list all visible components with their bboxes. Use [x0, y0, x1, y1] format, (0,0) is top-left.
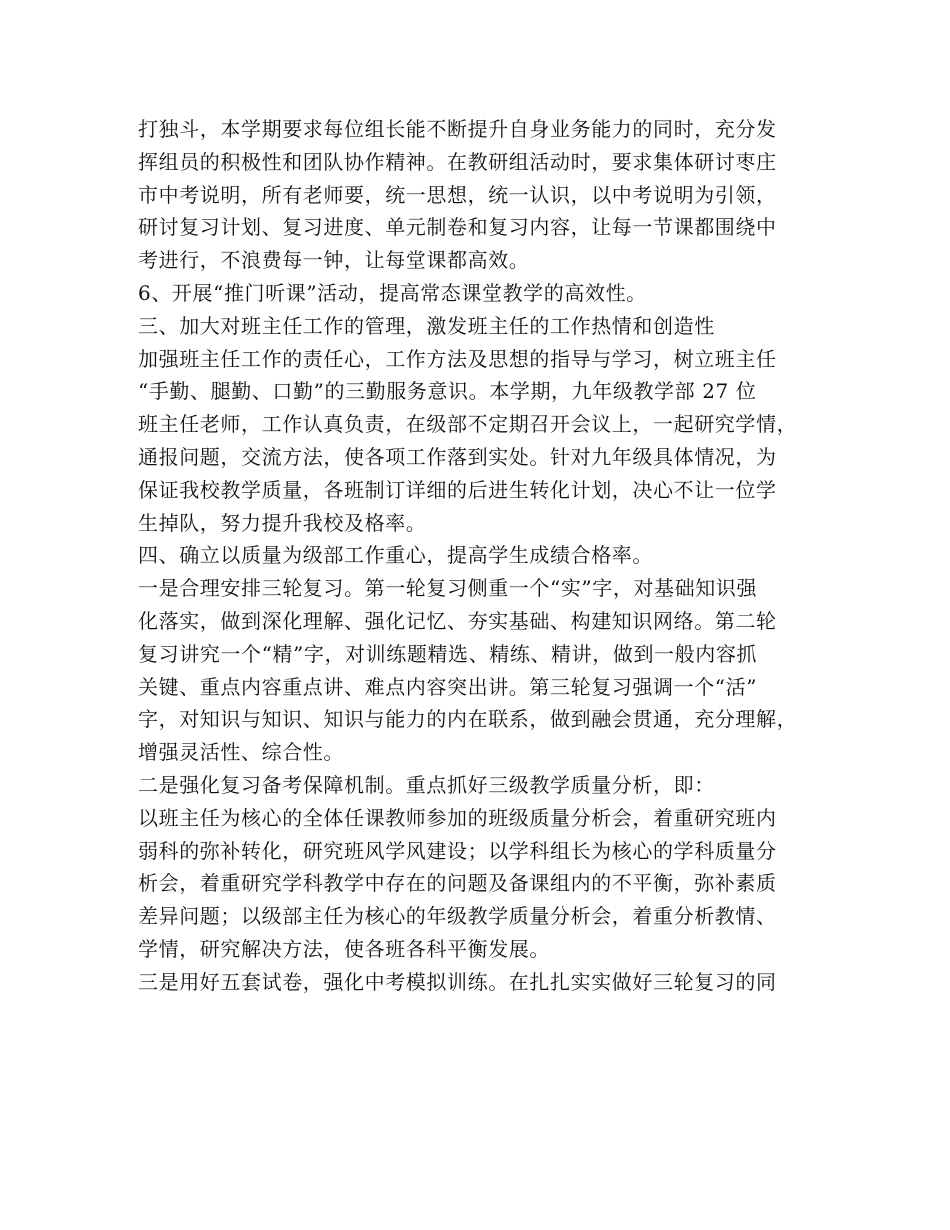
text-line: 关键、重点内容重点讲、难点内容突出讲。第三轮复习强调一个“活”	[138, 674, 758, 699]
text-line: 学情，研究解决方法，使各班各科平衡发展。	[138, 936, 550, 961]
text-line: 挥组员的积极性和团队协作精神。在教研组活动时，要求集体研讨枣庄	[138, 149, 777, 174]
text-line: 考进行，不浪费每一钟，让每堂课都高效。	[138, 248, 530, 273]
text-line: 班主任老师，工作认真负责，在级部不定期召开会议上，一起研究学情，	[138, 412, 798, 437]
text-line: 增强灵活性、综合性。	[138, 740, 344, 765]
text-line: 析会，着重研究学科教学中存在的问题及备课组内的不平衡，弥补素质	[138, 871, 777, 896]
text-line: 通报问题，交流方法，使各项工作落到实处。针对九年级具体情况，为	[138, 444, 777, 469]
text-line: 市中考说明，所有老师要，统一思想，统一认识，以中考说明为引领，	[138, 182, 777, 207]
text-line: 保证我校教学质量，各班制订详细的后进生转化计划，决心不让一位学	[138, 477, 777, 502]
text-line: 三是用好五套试卷，强化中考模拟训练。在扎扎实实做好三轮复习的同	[138, 969, 777, 994]
section-heading: 三、加大对班主任工作的管理，激发班主任的工作热情和创造性	[138, 313, 715, 338]
text-line: 二是强化复习备考保障机制。重点抓好三级教学质量分析，即：	[138, 772, 715, 797]
text-line: 复习讲究一个“精”字，对训练题精选、精练、精讲，做到一般内容抓	[138, 641, 758, 666]
text-line: 字，对知识与知识、知识与能力的内在联系，做到融会贯通，充分理解，	[138, 707, 798, 732]
text-line: 加强班主任工作的责任心，工作方法及思想的指导与学习，树立班主任	[138, 346, 777, 371]
text-line: 以班主任为核心的全体任课教师参加的班级质量分析会，着重研究班内	[138, 805, 777, 830]
text-line: 研讨复习计划、复习进度、单元制卷和复习内容，让每一节课都围绕中	[138, 215, 777, 240]
section-heading: 四、确立以质量为级部工作重心，提高学生成绩合格率。	[138, 543, 653, 568]
document-body	[138, 113, 838, 999]
text-line: 打独斗，本学期要求每位组长能不断提升自身业务能力的同时，充分发	[138, 117, 777, 141]
text-line: 差异问题；以级部主任为核心的年级教学质量分析会，着重分析教情、	[138, 904, 777, 929]
text-line: 生掉队，努力提升我校及格率。	[138, 510, 427, 535]
list-item: 6、开展“推门听课”活动，提高常态课堂教学的高效性。	[138, 280, 647, 305]
text-line: 弱科的弥补转化，研究班风学风建设；以学科组长为核心的学科质量分	[138, 838, 777, 863]
text-line: 化落实，做到深化理解、强化记忆、夯实基础、构建知识网络。第二轮	[138, 608, 777, 633]
text-line: 一是合理安排三轮复习。第一轮复习侧重一个“实”字，对基础知识强	[138, 576, 758, 601]
text-line: “手勤、腿勤、口勤”的三勤服务意识。本学期，九年级教学部 27 位	[138, 379, 757, 404]
